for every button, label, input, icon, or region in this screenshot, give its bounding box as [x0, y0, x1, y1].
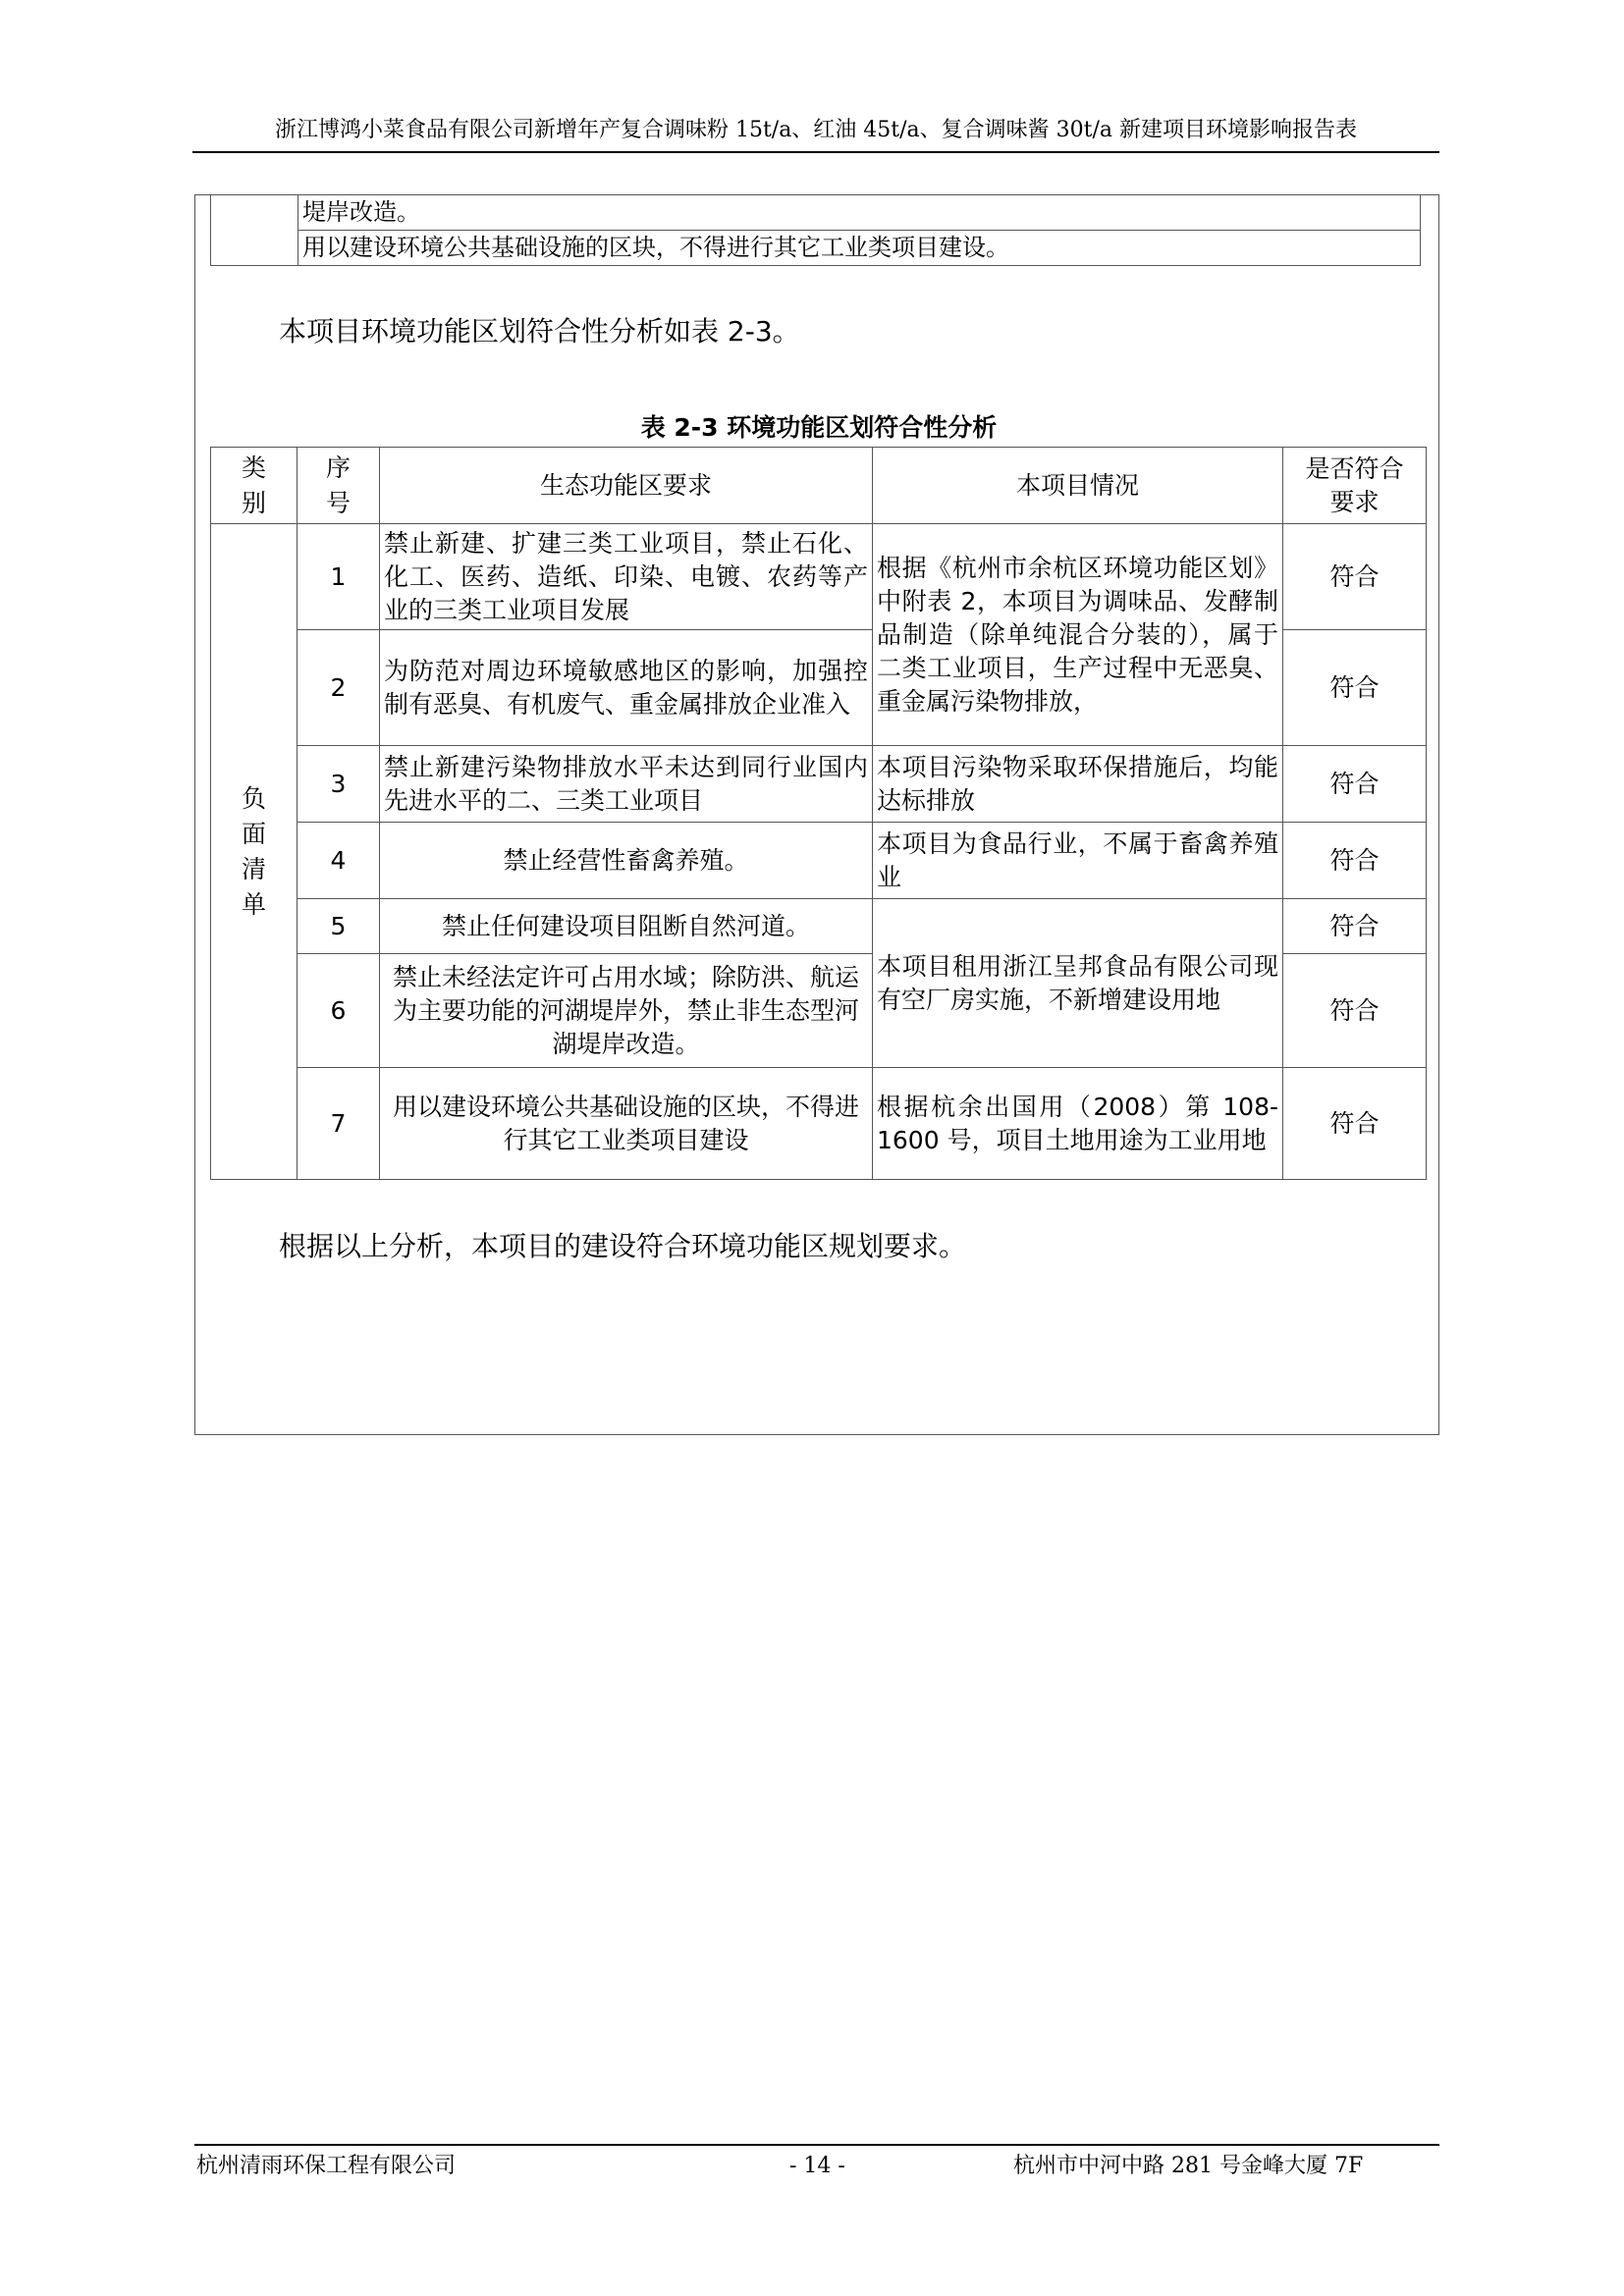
footer-page-number: - 14 -	[789, 2154, 845, 2178]
table-row	[211, 1068, 1427, 1180]
project-cell: 根据《杭州市余杭区环境功能区划》中附表 2，本项目为调味品、发酵制品制造（除单纯混合分装的），属于二类工业项目，生产过程中无恶臭、重金属污染物排放，	[873, 524, 1283, 746]
table-row	[211, 231, 1421, 266]
document-header-title: 浙江博鸿小菜食品有限公司新增年产复合调味粉 15t/a、红油 45t/a、复合调味酱 30t/a 新建项目环境影响报告表	[274, 118, 1358, 142]
footer-company: 杭州清雨环保工程有限公司	[196, 2154, 457, 2178]
requirement-cell: 为防范对周边环境敏感地区的影响，加强控制有恶臭、有机废气、重金属排放企业准入	[380, 630, 873, 746]
compliance-cell: 符合	[1283, 899, 1427, 954]
compliance-cell: 符合	[1283, 746, 1427, 823]
project-cell: 本项目污染物采取环保措施后，均能达标排放	[873, 746, 1283, 823]
header-compliance: 是否符合要求	[1283, 448, 1427, 524]
requirement-cell: 用以建设环境公共基础设施的区块，不得进行其它工业类项目建设	[380, 1068, 873, 1180]
table-caption: 表 2-3 环境功能区划符合性分析	[640, 413, 998, 442]
table-header-row	[211, 448, 1427, 524]
header-index: 序号	[298, 448, 380, 524]
footer-rule	[194, 2144, 1439, 2146]
category-cell: 负面清单	[211, 524, 298, 1180]
table-cell: 堤岸改造。	[298, 195, 1421, 231]
project-cell: 本项目为食品行业，不属于畜禽养殖业	[873, 823, 1283, 899]
requirement-cell: 禁止新建污染物排放水平未达到同行业国内先进水平的二、三类工业项目	[380, 746, 873, 823]
table-row	[211, 899, 1427, 954]
table-row	[211, 524, 1427, 630]
requirement-cell: 禁止未经法定许可占用水域；除防洪、航运为主要功能的河湖堤岸外，禁止非生态型河湖堤岸改造。	[380, 954, 873, 1068]
header-project: 本项目情况	[873, 448, 1283, 524]
table-row	[211, 823, 1427, 899]
compliance-cell: 符合	[1283, 954, 1427, 1068]
compliance-cell: 符合	[1283, 630, 1427, 746]
table-row	[211, 195, 1421, 231]
requirement-cell: 禁止任何建设项目阻断自然河道。	[380, 899, 873, 954]
row-number: 5	[298, 899, 380, 954]
compliance-cell: 符合	[1283, 1068, 1427, 1180]
project-cell: 本项目租用浙江呈邦食品有限公司现有空厂房实施，不新增建设用地	[873, 899, 1283, 1068]
requirement-cell: 禁止经营性畜禽养殖。	[380, 823, 873, 899]
row-number: 3	[298, 746, 380, 823]
row-number: 6	[298, 954, 380, 1068]
header-rule	[192, 151, 1439, 153]
conclusion-paragraph: 根据以上分析，本项目的建设符合环境功能区规划要求。	[279, 1230, 967, 1262]
table-row	[211, 746, 1427, 823]
row-number: 2	[298, 630, 380, 746]
row-number: 1	[298, 524, 380, 630]
footer-address: 杭州市中河中路 281 号金峰大厦 7F	[1013, 2154, 1364, 2178]
header-requirement: 生态功能区要求	[380, 448, 873, 524]
row-number: 4	[298, 823, 380, 899]
requirement-cell: 禁止新建、扩建三类工业项目，禁止石化、化工、医药、造纸、印染、电镀、农药等产业的三类工业项目发展	[380, 524, 873, 630]
compliance-cell: 符合	[1283, 524, 1427, 630]
table-cell: 用以建设环境公共基础设施的区块，不得进行其它工业类项目建设。	[298, 231, 1421, 266]
row-number: 7	[298, 1068, 380, 1180]
intro-paragraph: 本项目环境功能区划符合性分析如表 2-3。	[279, 315, 800, 347]
continued-table	[210, 194, 1421, 266]
project-cell: 根据杭余出国用（2008）第 108-1600 号，项目土地用途为工业用地	[873, 1068, 1283, 1180]
header-category: 类别	[211, 448, 298, 524]
compliance-cell: 符合	[1283, 823, 1427, 899]
table-cell-empty	[211, 195, 298, 266]
compliance-table	[210, 447, 1427, 1180]
